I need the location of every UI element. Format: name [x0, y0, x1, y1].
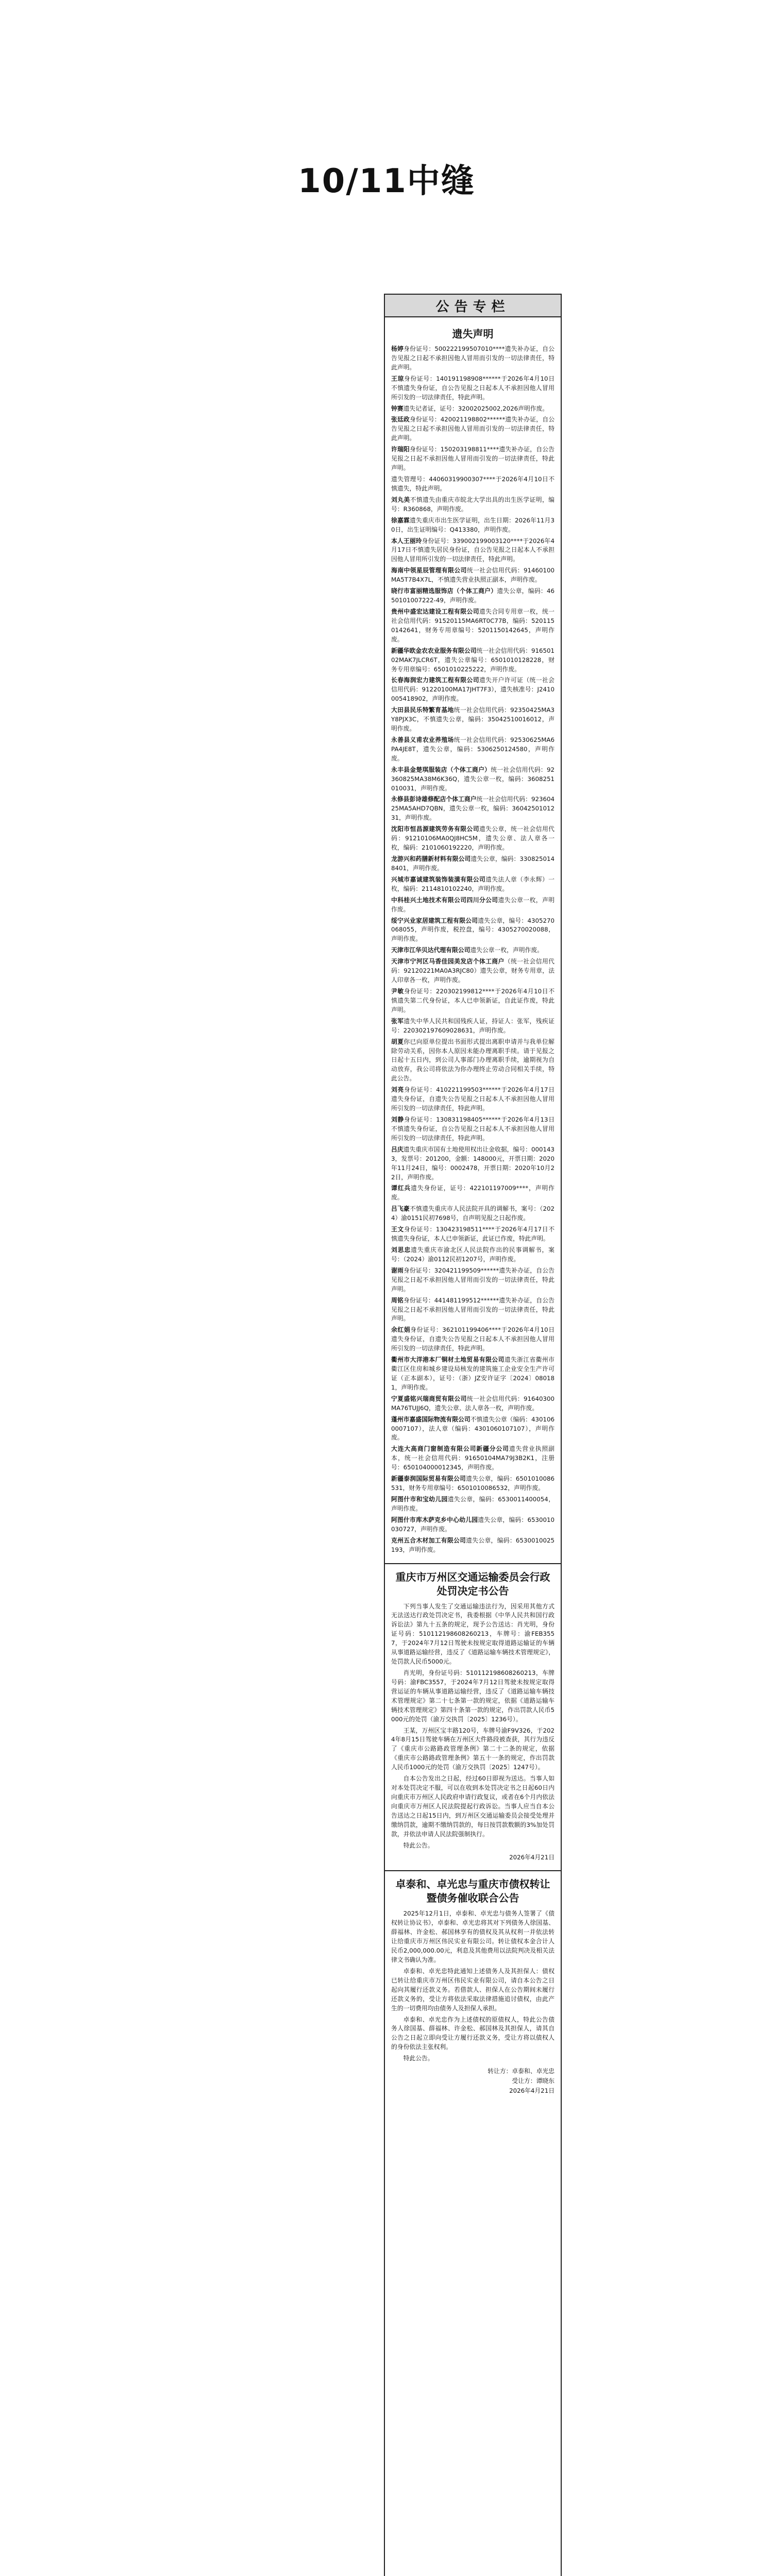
loss-entry	[391, 537, 554, 565]
loss-entry-party: 龙游兴和药膳新材料有限公司	[391, 855, 471, 863]
section-divider	[385, 1563, 561, 1564]
loss-entry-text: 身份证号：441481199512******遗失补办证，自公告见报之日起不承担因他人冒用而引发的一切法律责任，特此声明。	[391, 1296, 554, 1323]
loss-entry	[391, 987, 554, 1015]
loss-entry-party: 新疆华欧金农农业服务有限公司	[391, 647, 477, 654]
loss-entry-text: 统一社会信用代码：92530625MA6PA4JE8T，遗失公章，编码：5306250124580，声明作废。	[391, 736, 554, 762]
loss-entry	[391, 1225, 554, 1244]
loss-entry	[391, 404, 554, 414]
loss-entry-text: 身份证号：362101199406****于2026年4月10日遗失身份证，自遗失公告见报之日起本人不承担因他人冒用所引发的一切法律责任，特此声明。	[391, 1326, 554, 1352]
signature-transferor: 转让方：卓泰和、卓光忠	[488, 2067, 554, 2075]
loss-entry	[391, 1415, 554, 1443]
loss-entry-text: 统一社会信用代码：92360425MA5AHD7QBN，遗失公章一枚，编码：3604250101231，声明作废。	[391, 795, 554, 822]
loss-entry-party: 蓬州市嘉盛国际物流有限公司	[391, 1415, 470, 1423]
loss-entry	[391, 706, 554, 734]
loss-entry-party: 刘丸美	[391, 496, 410, 503]
column-header: 公告专栏	[385, 295, 561, 317]
loss-entry	[391, 587, 554, 605]
loss-entry-party: 宁夏盛铭兴瑞商贸有限公司	[391, 1395, 467, 1402]
loss-entry-text: 遗失重庆市渝北区人民法院作出的民事调解书，案号：（2024）渝0112民初1207号，声明作废。	[391, 1246, 554, 1263]
notice-paragraph: 特此公告。	[403, 2055, 434, 2062]
loss-entry	[391, 855, 554, 873]
loss-entry-party: 吕飞豪	[391, 1205, 410, 1213]
notice-paragraph: 王某，万州区宝丰路120号，车牌号渝F9V326，于2024年8月15日驾驶车辆在万州区大件路段被查获，其行为违反了《重庆市公路路政管理条例》第二十二条的规定，依据《重庆市公路路政管理条例》第五十一条的规定，作出罚款人民币1000元的处罚（渝万交执罚〔2025〕1247号）。	[391, 1726, 554, 1771]
loss-entry	[391, 676, 554, 704]
loss-entry-text: 不慎遗失重庆市人民法院开具的调解书，案号：（2024）渝0151民初7698号，自声明见报之日起作废。	[391, 1205, 554, 1222]
penalty-notice-body	[391, 1602, 554, 1851]
loss-entry-text: 统一社会信用代码：91460100MA5T7B4X7L，不慎遗失营业执照正副本，声明作废。	[391, 567, 554, 584]
loss-entry	[391, 795, 554, 823]
notice-column	[384, 294, 562, 2576]
section-divider	[385, 1870, 561, 1871]
transfer-notice-body	[391, 1909, 554, 2063]
loss-entry-text: 遗失中华人民共和国残疾人证，持证人：张军，残疾证号：220302197609028631，声明作废。	[391, 1017, 554, 1034]
loss-entry-party: 本人王丽玲	[391, 537, 422, 545]
loss-entry	[391, 566, 554, 585]
loss-entry-text: 身份证号：410221199503******于2026年4月17日遗失身份证，自遗失公告见报之日起本人不承担因他人冒用所引发的一切法律责任，特此声明。	[391, 1086, 554, 1112]
notice-paragraph: 特此公告。	[403, 1841, 434, 1849]
loss-entry-text: 统一社会信用代码：91640300MA76TUJJ6Q，遗失公章、法人章各一枚，声明作废。	[391, 1395, 554, 1412]
loss-entry	[391, 1246, 554, 1264]
loss-entry-party: 刘思忠	[391, 1246, 411, 1253]
loss-entry-party: 谢雨	[391, 1266, 404, 1274]
loss-entry-party: 衢州市大洋港本厂铜材土地贸易有限公司	[391, 1356, 505, 1364]
loss-entry-text: 遗失公章，编码：3308250148401，声明作废。	[391, 855, 554, 872]
loss-entry	[391, 896, 554, 914]
loss-entry-party: 兴城市嘉诚建筑装饰装潢有限公司	[391, 875, 486, 883]
loss-entry	[391, 1296, 554, 1324]
loss-entry	[391, 516, 554, 535]
loss-entry-text: 身份证号：220302199812****于2026年4月10日不慎遗失第二代身份证，本人已申领新证，自此证作废，特此声明。	[391, 988, 554, 1013]
loss-entry-party: 永善县义甫农业养殖场	[391, 736, 454, 743]
penalty-notice-title: 重庆市万州区交通运输委员会行政处罚决定书公告	[395, 1570, 550, 1597]
loss-entry-text: 遗失浙江省衢州市衢江区住房和城乡建设局核发的建筑施工企业安全生产许可证（正本副本），证号：（浙）JZ安许证字〔2024〕080181，声明作废。	[391, 1356, 554, 1391]
loss-entry-party: 王琼	[391, 375, 404, 382]
loss-entry	[391, 1326, 554, 1353]
loss-entry-party: 刘静	[391, 1115, 404, 1123]
notice-paragraph: 卓泰和、卓光忠作为上述债权的原债权人，特此公告债务人徐国基、薛福林、许金松、郝国林及其担保人，请其自公告之日起立即向受让方履行还款义务，受让方将以债权人的身份依法主张权利。	[391, 2015, 554, 2051]
loss-entry	[391, 957, 554, 985]
loss-entry-text: 不慎遗失由重庆市皖北大学出具的出生医学证明，编号：R360868，声明作废。	[391, 496, 554, 513]
loss-entry	[391, 766, 554, 793]
loss-entry	[391, 647, 554, 674]
loss-entry-text: 遗失记者证，证号：32002025002,2026声明作废。	[403, 404, 549, 412]
loss-entry-text: 遗失公章一枚，声明作废。	[470, 946, 543, 954]
loss-entry-text: 统一社会信用代码：91650102MAK7JLCR6T，遗失公章编号：6501010128228，财务专用章编号：6501010225222，声明作废。	[391, 647, 554, 673]
loss-entry-party: 天津市宁河区马香佳园美发店个体工商户	[391, 958, 505, 965]
transfer-notice-signature	[391, 2066, 554, 2096]
loss-entry-party: 徐嘉霖	[391, 516, 410, 524]
loss-entry-text: 身份证号：140191198908******于2026年4月10日不慎遗失身份证，自公告见报之日起本人不承担因他人冒用所引发的一切法律责任，特此声明。	[391, 375, 554, 401]
loss-entry-party: 刘亮	[391, 1086, 404, 1094]
loss-entry	[391, 946, 554, 955]
loss-entry	[391, 825, 554, 853]
signature-date: 2026年4月21日	[509, 2087, 554, 2094]
loss-entry-party: 吕庆	[391, 1145, 404, 1153]
loss-entry-text: 统一社会信用代码：92350425MA3Y8PJX3C，不慎遗失公章，编码：35042510016012，声明作废。	[391, 706, 554, 733]
loss-entry-party: 大田县民乐特繁育基地	[391, 706, 454, 714]
loss-entry-party: 晓行市富丽精选服饰店（个体工商户）	[391, 587, 497, 595]
loss-entry-text: 身份证号：420021198802******遗失补办证，自公告见报之日起不承担因他人冒用而引发的一切法律责任，特此声明。	[391, 416, 554, 442]
notice-paragraph: 肖光明，身份证号码：510112198608260213，车牌号码：渝FBC3557，于2024年7月12日驾驶未按规定取得营运证的车辆从事道路运输经营，违反了《道路运输车辆技术管理规定》第二十七条第一款的规定，依据《道路运输车辆技术管理规定》第四十条第一款的规定，作出罚款人民币5000元的处罚（渝万交执罚〔2025〕1236号）。	[391, 1669, 554, 1723]
loss-entry-text: 身份证号：150203198811****遗失补办证，自公告见报之日起不承担因他人冒用而引发的一切法律责任，特此声明。	[391, 446, 554, 472]
loss-entry-text: 遗失公章，编码：6501010086531，财务专用章编号：6501010086532，声明作废。	[391, 1475, 554, 1492]
loss-entry-party: 张军	[391, 1017, 404, 1025]
column-body	[385, 317, 561, 2096]
loss-entry-text: 遗失重庆市国有土地使用权出让金收据，编号：0001433，发票号：201200，金额：148000元，开票日期：2020年11月24日，编号：0002478，开票日期：2020年10月22日，声明作废。	[391, 1145, 554, 1181]
loss-entry-text: 身份证号：130423198511****于2026年4月17日不慎遗失身份证，本人已申领新证，此证已作废，特此声明。	[391, 1226, 554, 1243]
loss-entry	[391, 375, 554, 402]
loss-entry	[391, 1266, 554, 1294]
loss-entry-text: 身份证号：500222199507010****遗失补办证，自公告见报之日起不承担因他人冒用而引发的一切法律责任，特此声明。	[391, 345, 554, 371]
loss-entry	[391, 1038, 554, 1084]
loss-entry-party: 大连大高商门窗制造有限公司新疆分公司	[391, 1445, 509, 1453]
loss-entry-text: 遗失公章，编号：4305270068055，声明作废，税控盘，编号：4305270020088，声明作废。	[391, 917, 554, 943]
loss-entry-party: 绥宁兴业家居建筑工程有限公司	[391, 917, 478, 924]
page-header	[0, 155, 773, 202]
loss-entry-party: 谭红兵	[391, 1184, 411, 1192]
loss-entry	[391, 1475, 554, 1493]
loss-entry-text: 遗失营业执照副本，统一社会信用代码：91650104MA79J3B2K1，注册号：650104000012345，声明作废。	[391, 1445, 554, 1471]
loss-entry-party: 贵州中盛宏达建设工程有限公司	[391, 607, 479, 615]
loss-entry	[391, 1395, 554, 1413]
loss-entry-party: 杨婷	[391, 345, 404, 352]
loss-entry	[391, 415, 554, 443]
loss-entry-party: 阿图什市和宝幼儿园	[391, 1496, 448, 1503]
loss-entry-party: 中科桂兴土地技术有限公司四川分公司	[391, 896, 498, 904]
loss-entry	[391, 1495, 554, 1514]
loss-entry-text: 遗失合同专用章一枚，统一社会信用代码：91520115MA6RT0C77B，编码：5201150142641，财务专用章编号：5201150142645，声明作废。	[391, 607, 554, 643]
loss-entry	[391, 736, 554, 764]
notice-paragraph: 卓泰和、卓光忠特此通知上述债务人及其担保人：债权已转让给重庆市万州区伟民实业有限公司，请自本公告之日起向其履行还款义务。若借款人、担保人在公告期间未履行还款义务的，受让方将依法采取法律措施追讨债权，由此产生的一切费用均由债务人及担保人承担。	[391, 1967, 554, 2012]
loss-entry-text: 统一社会信用代码：92360825MA38M6K36Q，遗失公章一枚，编码：3608251010031，声明作废。	[391, 766, 554, 792]
loss-entry-text: 你已向原单位提出书面形式提出离职申请并与我单位解除劳动关系，因你本人原因未能办理离职手续。请于见报之日起十五日内，到公司人事部门办理离职手续，逾期视为自动放弃，我公司将依法为你办理终止劳动合同相关手续，特此公告。	[391, 1038, 554, 1082]
loss-entry-text: 遗失重庆市出生医学证明，出生日期：2026年11月30日，出生证明编号：Q413380，声明作废。	[391, 516, 554, 533]
loss-entry-party: 沈阳市恒昌源建筑劳务有限公司	[391, 825, 479, 833]
loss-entry	[391, 345, 554, 372]
loss-entry	[391, 1445, 554, 1472]
loss-entry-party: 尹敏	[391, 988, 404, 995]
loss-entry-text: 遗失公章，编码：6530010030727，声明作废。	[391, 1516, 554, 1533]
loss-entry-party: 周铭	[391, 1296, 404, 1304]
loss-entry-text: 身份证号：130831198405******于2026年4月13日不慎遗失身份证，自公告见报之日起本人不承担因他人冒用所引发的一切法律责任，特此声明。	[391, 1115, 554, 1142]
loss-entry-text: （统一社会信用代码：92120221MA0A3RJC80）遗失公章，财务专用章，法人印章各一枚，声明作废。	[391, 958, 554, 984]
loss-entry	[391, 1115, 554, 1143]
loss-entry-text: 遗失管理号：44060319900307****于2026年4月10日不慎遗失，特此声明。	[391, 475, 554, 492]
loss-entry	[391, 1516, 554, 1534]
loss-entry-party: 张廷政	[391, 416, 410, 423]
notice-paragraph: 自本公告发出之日起，经过60日即视为送达。当事人如对本处罚决定不服，可以在收到本处罚决定书之日起60日内向重庆市万州区人民政府申请行政复议，或者在6个月内依法向重庆市万州区人民法院提起行政诉讼。当事人应当自本公告送达之日起15日内，到万州区交通运输委员会接受处理并缴纳罚款，逾期不缴纳罚款的，每日按罚款数额的3%加处罚款，并依法申请人民法院强制执行。	[391, 1775, 554, 1838]
loss-entry	[391, 475, 554, 494]
loss-entry-party: 永修县彭诗雄修配店个体工商户	[391, 795, 477, 803]
loss-entry	[391, 1086, 554, 1113]
loss-entry	[391, 1205, 554, 1223]
loss-entry	[391, 1536, 554, 1555]
loss-entry-text: 遗失开户许可证（统一社会信用代码：91220100MA17JHT7F3），遗失核准号：J2410005418902，声明作废。	[391, 676, 554, 703]
loss-section-title: 遗失声明	[452, 328, 494, 340]
loss-entry-party: 克州五合木材加工有限公司	[391, 1536, 466, 1544]
loss-entry-party: 钟赛	[391, 404, 404, 412]
loss-entry-text: 身份证号：320421199509******遗失补办证，自公告见报之日起不承担因他人冒用而引发的一切法律责任，特此声明。	[391, 1266, 554, 1293]
loss-entry	[391, 875, 554, 894]
loss-entry-text: 不慎遗失公章（编码：4301060007107），法人章（编码：4301060107107），声明作废。	[391, 1415, 554, 1442]
loss-entry	[391, 607, 554, 645]
loss-entry-party: 永丰县金楚琪服装店（个体工商户）	[391, 766, 491, 773]
notice-paragraph: 2025年12月1日，卓泰和、卓光忠与债务人签署了《债权转让协议书》，卓泰和、卓光忠将其对下列债务人徐国基、薛福林、许金松、郝国林享有的债权及其从权利一并依法转让给重庆市万州区伟民实业有限公司。转让债权本金合计人民币2,000,000.00元，利息及其他费用以法院判决及相关法律文书确认为准。	[391, 1910, 554, 1963]
loss-entry-text: 遗失公章，统一社会信用代码：91210106MA0QJ8HC5M，遗失公章、法人章各一枚，编码：2101060192220，声明作废。	[391, 825, 554, 852]
loss-entry-text: 遗失公章，编码：4650101007222-49，声明作废。	[391, 587, 554, 604]
loss-entry-party: 海南中领星辰管理有限公司	[391, 567, 467, 574]
loss-entry-party: 胡夏	[391, 1038, 404, 1045]
penalty-notice-date: 2026年4月21日	[509, 1853, 554, 1861]
loss-entry-party: 长春海润宏力建筑工程有限公司	[391, 676, 479, 684]
loss-entry-text: 遗失公章，编码：6530010025193，声明作废。	[391, 1536, 554, 1553]
page-title: 10/11中缝	[298, 162, 475, 200]
loss-entry	[391, 496, 554, 514]
loss-entry	[391, 445, 554, 473]
loss-entry-text: 身份证号：339002199003120****于2026年4月17日不慎遗失居民身份证，自公告见报之日起本人不承担因他人冒用所引发的一切法律责任，特此声明。	[391, 537, 554, 563]
loss-entry-text: 遗失法人章（李永辉）一枚，编码：2114810102240，声明作废。	[391, 875, 554, 892]
signature-transferee: 受让方：谭晓东	[512, 2077, 554, 2085]
loss-entry-party: 天津市江华贝达代理有限公司	[391, 946, 470, 954]
transfer-notice-title: 卓泰和、卓光忠与重庆市债权转让暨债务催收联合公告	[395, 1878, 550, 1905]
loss-entry-party: 新疆泰润国际贸易有限公司	[391, 1475, 466, 1483]
loss-entry-text: 遗失身份证，证号：422101197009****，声明作废。	[391, 1184, 554, 1201]
loss-entry	[391, 1184, 554, 1202]
loss-entry-text: 遗失公章，编码：6530011400054，声明作废。	[391, 1496, 554, 1512]
loss-entry-text: 遗失公章一枚，声明作废。	[391, 896, 554, 913]
notice-paragraph: 下列当事人发生了交通运输违法行为，因采用其他方式无法送达行政处罚决定书，我委根据《中华人民共和国行政诉讼法》第九十五条的规定，现予公告送达：肖光明，身份证号码：510112198608260213，车牌号：渝FEB3557，于2024年7月12日驾驶未按规定取得道路运输证的车辆从事道路运输经营，违反了《道路运输车辆技术管理规定》，处罚款人民币5000元。	[391, 1602, 554, 1666]
loss-entry	[391, 917, 554, 944]
loss-entry-party: 许瑞阳	[391, 446, 410, 453]
loss-entry	[391, 1355, 554, 1393]
loss-entry-party: 阿图什市库木萨克乡中心幼儿园	[391, 1516, 478, 1523]
loss-entry	[391, 1145, 554, 1182]
loss-entry-party: 王文	[391, 1226, 404, 1233]
loss-entry-list	[391, 345, 554, 1555]
loss-entry	[391, 1017, 554, 1036]
loss-entry-party: 余红娟	[391, 1326, 411, 1334]
